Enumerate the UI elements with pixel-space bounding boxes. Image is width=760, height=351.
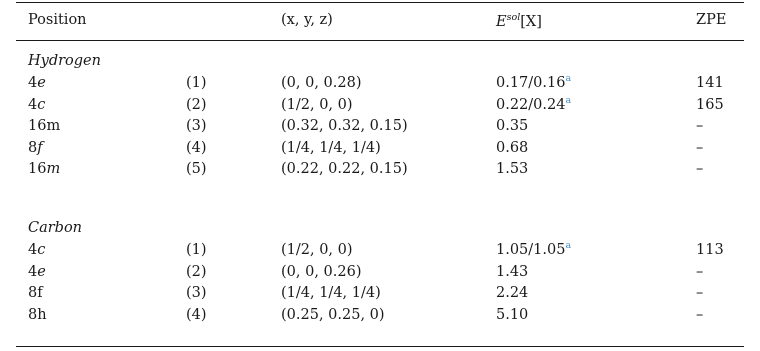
- coordinates: (0, 0, 0.26): [281, 263, 362, 280]
- zpe-value: –: [696, 139, 704, 156]
- site-index: (2): [186, 263, 207, 280]
- footnote-marker: a: [565, 94, 572, 106]
- site-index: (4): [186, 306, 207, 323]
- solution-energy: 5.10: [496, 306, 529, 323]
- wyckoff-position: 4e: [28, 75, 46, 91]
- zpe-value: –: [696, 306, 704, 323]
- solution-energy: 0.17/0.16$^a$: [496, 73, 572, 91]
- site-index: (1): [186, 242, 207, 258]
- zpe-value: 113: [696, 242, 724, 258]
- zpe-value: –: [696, 161, 704, 178]
- coordinates: (0, 0, 0.28): [281, 75, 362, 91]
- site-index: (5): [186, 161, 207, 178]
- section-title: Carbon: [28, 220, 83, 236]
- solution-energy: 1.43: [496, 263, 529, 280]
- wyckoff-position: 4c: [28, 96, 46, 113]
- zpe-value: –: [696, 118, 704, 135]
- solution-energy: 0.68: [496, 139, 529, 156]
- header-zpe: ZPE: [696, 12, 727, 28]
- solution-energy: 1.05/1.05$^a$: [496, 240, 572, 258]
- solution-energy: 0.22/0.24$^a$: [496, 94, 572, 113]
- coordinates: (1/2, 0, 0): [281, 242, 353, 258]
- solution-energy: 1.53: [496, 161, 529, 178]
- solution-energy: 0.35: [496, 118, 529, 135]
- wyckoff-position: 8h: [28, 306, 47, 323]
- site-index: (4): [186, 139, 207, 156]
- table-top-rule: [16, 2, 744, 3]
- site-index: (1): [186, 75, 207, 91]
- header-position: Position: [28, 12, 87, 28]
- zpe-value: 165: [696, 96, 724, 113]
- site-index: (3): [186, 285, 207, 302]
- wyckoff-position: 16m: [28, 118, 61, 135]
- site-index: (3): [186, 118, 207, 135]
- header-solution-energy: $E^{sol}[X]$: [496, 12, 542, 30]
- zpe-value: 141: [696, 75, 724, 91]
- coordinates: (0.22, 0.22, 0.15): [281, 161, 408, 178]
- section-title: Hydrogen: [28, 53, 101, 69]
- wyckoff-position: 8f: [28, 139, 43, 156]
- coordinates: (0.32, 0.32, 0.15): [281, 118, 408, 135]
- coordinates: (1/2, 0, 0): [281, 96, 353, 113]
- footnote-marker: a: [565, 240, 572, 251]
- wyckoff-position: 8f: [28, 285, 43, 302]
- zpe-value: –: [696, 263, 704, 280]
- wyckoff-position: 16m: [28, 161, 61, 178]
- coordinates: (1/4, 1/4, 1/4): [281, 139, 381, 156]
- coordinates: (1/4, 1/4, 1/4): [281, 285, 381, 302]
- footnote-marker: a: [565, 73, 572, 84]
- header-coordinates: (x, y, z): [281, 12, 333, 28]
- table-header-rule: [16, 40, 744, 41]
- wyckoff-position: 4c: [28, 242, 46, 258]
- zpe-value: –: [696, 285, 704, 302]
- coordinates: (0.25, 0.25, 0): [281, 306, 385, 323]
- table-bottom-rule: [16, 346, 744, 347]
- site-index: (2): [186, 96, 207, 113]
- solution-energy: 2.24: [496, 285, 529, 302]
- wyckoff-position: 4e: [28, 263, 46, 280]
